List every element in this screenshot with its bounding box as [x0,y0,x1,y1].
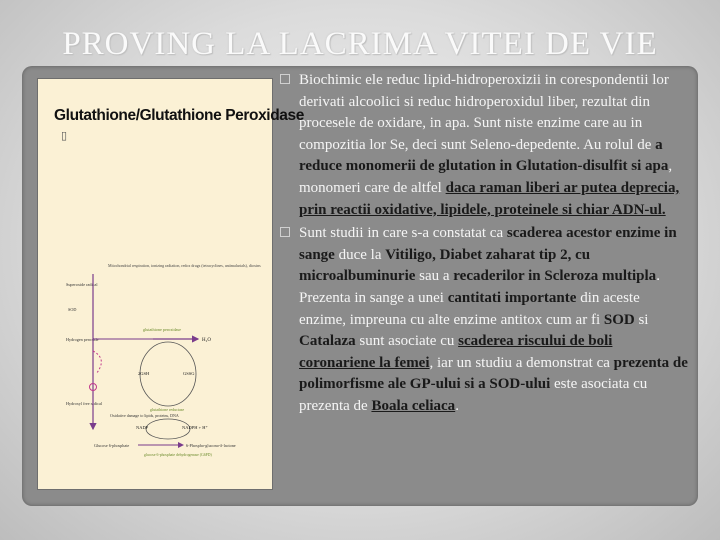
h2o-label: H₂O [202,338,211,343]
superoxide-label: Superoxide radical [66,282,98,287]
gssg-label: GSSG [183,371,195,376]
bullet-paragraph-2 [278,223,690,417]
p2-text-9: este asociata cu prezenta de [299,376,648,414]
figure-title: Glutathione/Glutathione Peroxidase [54,107,304,124]
p2-bold-1: scaderea acestor enzime in sange [299,225,677,263]
p2-bold-underline-7: scaderea riscului de boli coronariene la femei [299,333,613,371]
pgl-label: 6-Phospho-glucono-δ-lactone [186,443,236,448]
p2-bold-underline-9: Boala celiaca [371,397,456,414]
bullet-marker [280,227,290,237]
damage-connector [93,351,101,374]
sod-label: SOD [68,307,77,312]
gpx-label: glutathione peroxidase [143,327,182,332]
p2-text-4: . Prezenta in sange a unei [299,268,660,306]
p2-bold-4: cantitati importante [447,289,577,306]
slide-title: PROVING LA LACRIMA VITEI DE VIE [62,26,658,62]
p1-text-1: Biochimic ele reduc lipid-hidroperoxizii in corespondentii lor derivati alcoolici si reduc hidroperoxidul liber, rezultat din procesele de oxidare, in apa. Sunt niste enzime care au in compozitia lor Se, deci sunt Seleno-depedente. Au rolul de [299,72,669,153]
p2-text-6: si [634,311,649,328]
oh-label: Hydroxyl free radical [66,401,103,406]
p2-bold-5: SOD [603,311,635,328]
p2-text-3: sau a [415,268,454,285]
p2-text-2: duce la [334,246,386,263]
p2-text-1: Sunt studii in care s-a constatat ca [299,225,507,242]
gsh-label: 2GSH [138,371,150,376]
glutathione-pathway-diagram [66,259,261,459]
p2-bold-8: prezenta de polimorfisme ale GP-ului si a SOD-ului [299,354,688,393]
h2o2-label: Hydrogen peroxide [66,337,99,342]
pathway-figure [37,78,304,490]
bullet-marker [280,74,290,84]
p1-bold-1: a reduce monomerii de glutation in Glutation-disulfit si apa [299,136,669,175]
mito-label: Mitochondrial respiration, ionizing radiation, redox drugs (tetracyclines, antimalarials), dioxins [108,263,261,268]
nadph-label: NADPH + H⁺ [182,425,208,430]
p2-bold-3: recaderilor in Scleroza multipla [453,268,657,285]
p2-text-7: sunt asociate cu [355,333,459,350]
p1-bold-underline-1: daca raman liberi ar putea deprecia, prin reactii oxidative, lipidele, proteinele si chiar ADN-ul. [299,179,680,218]
damage-label: Oxidative damage to lipids, proteins, DNA [110,413,179,418]
figure-placeholder-glyph: ▯ [61,129,68,142]
slide-content [278,70,690,418]
p2-bold-6: Catalaza [299,333,356,350]
p1-text-2: , monomeri care de altfel [299,158,673,196]
p2-text-8: , iar un studiu a demonstrat ca [429,354,614,371]
g6pd-label: glucose 6-phosphate dehydrogenase (G6PD) [144,453,212,457]
nadp-label: NADP [136,425,149,430]
p2-text-10: . [455,397,459,414]
gr-label: glutathione reductase [150,407,185,412]
p2-text-5: din aceste enzime, impreuna cu alte enzime antitox cum ar fi [299,289,640,328]
bullet-paragraph-1 [278,70,690,221]
g6p-label: Glucose 6-phosphate [94,443,130,448]
p2-bold-2: Vitiligo, Diabet zaharat tip 2, cu microalbuminurie [299,246,591,285]
